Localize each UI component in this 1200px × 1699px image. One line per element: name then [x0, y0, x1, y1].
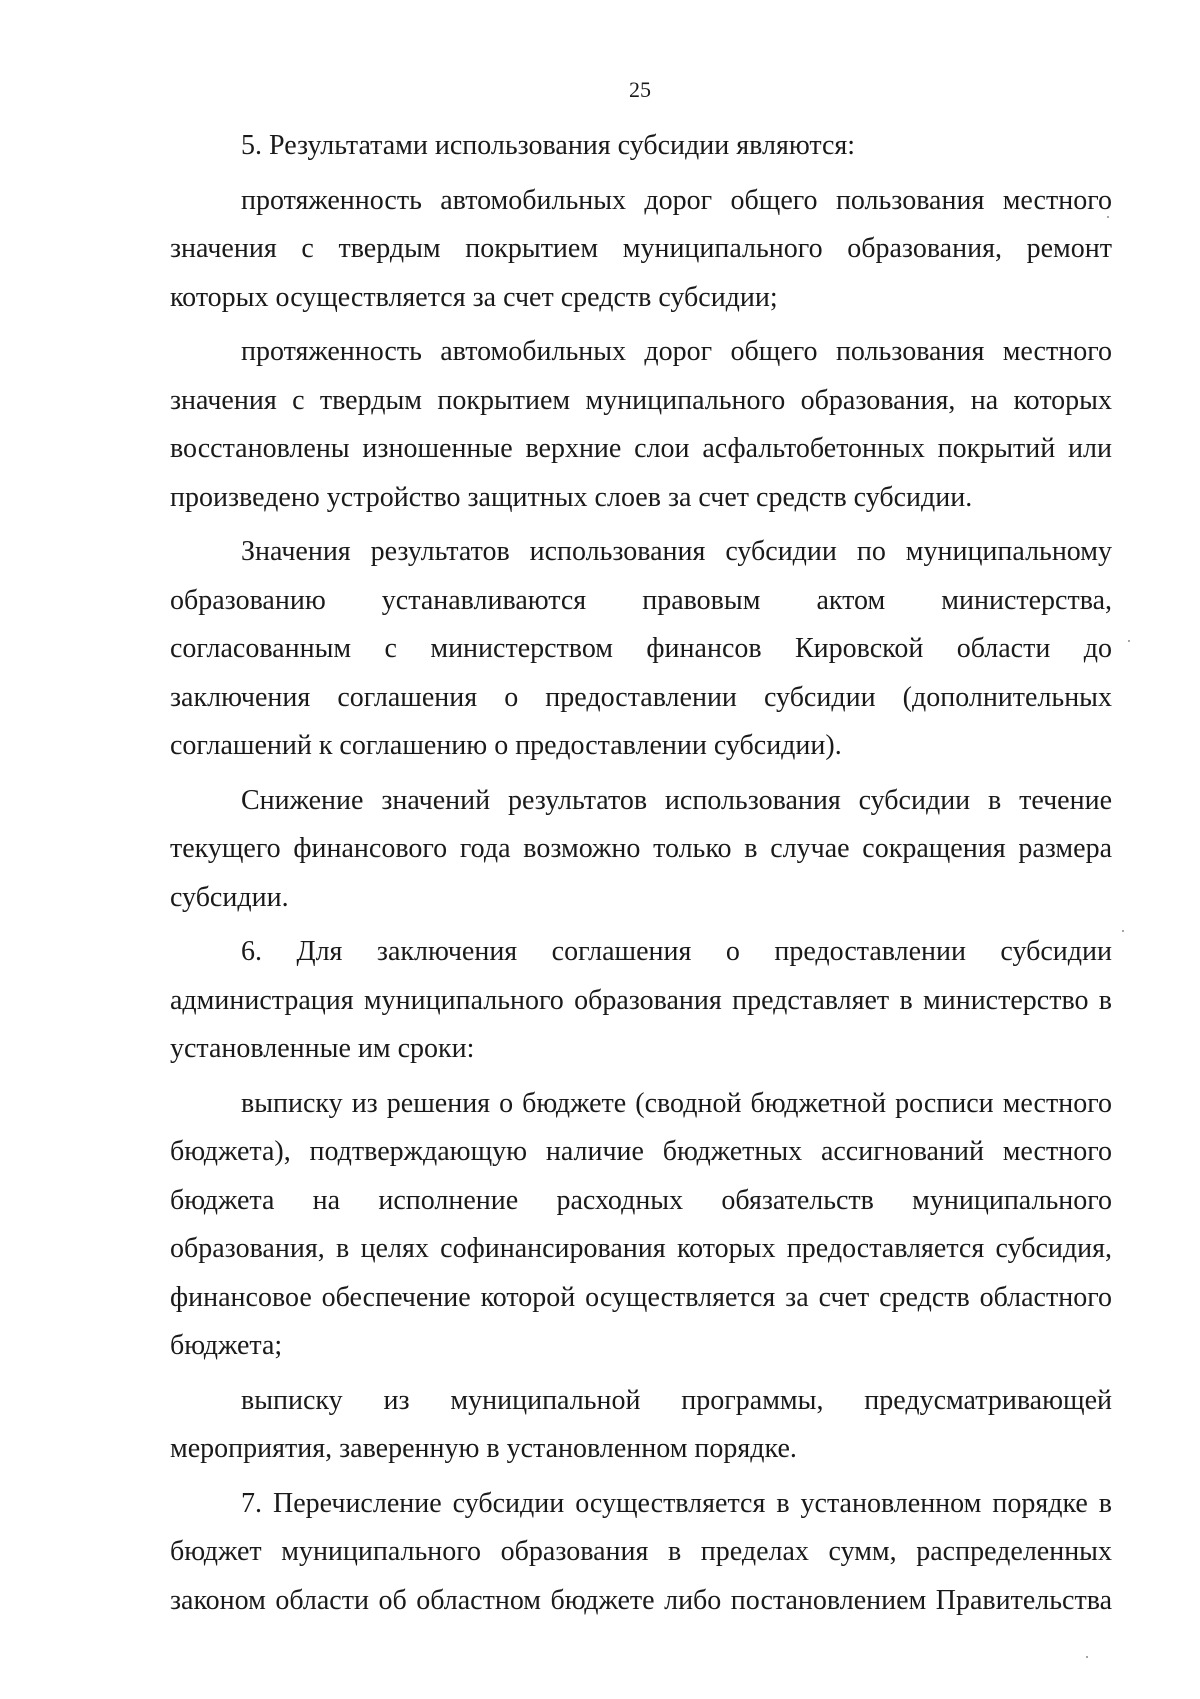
text-line: законом области об областном бюджете либо постановлением Правительства	[170, 1584, 1112, 1616]
text-line: протяженность автомобильных дорог общего пользования местного	[241, 336, 1112, 367]
text-line: мероприятия, заверенную в установленном порядке.	[170, 1433, 797, 1464]
text-line: 6. Для заключения соглашения о предоставлении субсидии	[241, 936, 1112, 967]
text-line: администрация муниципального образования представляет в министерство в	[170, 984, 1112, 1016]
scan-speck	[1107, 216, 1109, 218]
paragraph-result-repair	[170, 177, 1112, 323]
text-line: Значения результатов использования субсидии по муниципальному	[241, 536, 1112, 567]
text-line: заключения соглашения о предоставлении субсидии (дополнительных	[170, 681, 1112, 713]
text-line: выписку из муниципальной программы, предусматривающей	[241, 1384, 1112, 1416]
text-line: установленные им сроки:	[170, 1033, 475, 1064]
text-line: финансовое обеспечение которой осуществляется за счет средств областного	[170, 1281, 1112, 1313]
text-line: бюджета), подтверждающую наличие бюджетных ассигнований местного	[170, 1136, 1112, 1167]
text-line: бюджета;	[170, 1330, 283, 1361]
document-body	[170, 122, 1112, 1625]
text-line: 7. Перечисление субсидии осуществляется в установленном порядке в	[241, 1487, 1112, 1519]
text-line: согласованным с министерством финансов Кировской области до	[170, 633, 1112, 664]
text-line: выписку из решения о бюджете (сводной бюджетной росписи местного	[241, 1087, 1112, 1119]
paragraph-result-restoration	[170, 328, 1112, 522]
text-line: которых осуществляется за счет средств субсидии;	[170, 281, 778, 313]
paragraph-budget-extract	[170, 1080, 1112, 1371]
paragraph-6-agreement	[170, 928, 1112, 1074]
text-line: субсидии.	[170, 881, 289, 913]
paragraph-7-transfer	[170, 1480, 1112, 1626]
text-line: значения с твердым покрытием муниципального образования, ремонт	[170, 233, 1112, 264]
page-number: 25	[629, 77, 651, 102]
paragraph-result-values	[170, 528, 1112, 771]
text-line: 5. Результатами использования субсидии являются:	[241, 130, 856, 161]
text-line: образованию устанавливаются правовым актом министерства,	[170, 584, 1112, 616]
text-line: протяженность автомобильных дорог общего пользования местного	[241, 184, 1112, 216]
scan-speck	[1122, 930, 1124, 932]
text-line: текущего финансового года возможно только в случае сокращения размера	[170, 833, 1112, 864]
text-line: образования, в целях софинансирования которых предоставляется субсидия,	[170, 1233, 1112, 1264]
text-line: бюджет муниципального образования в пределах сумм, распределенных	[170, 1536, 1112, 1567]
paragraph-program-extract	[170, 1377, 1112, 1474]
paragraph-5-heading	[170, 122, 1112, 171]
scan-speck	[1086, 1656, 1088, 1658]
text-line: произведено устройство защитных слоев за счет средств субсидии.	[170, 481, 973, 513]
text-line: соглашений к соглашению о предоставлении субсидии).	[170, 730, 842, 761]
scan-speck	[1128, 640, 1130, 642]
text-line: бюджета на исполнение расходных обязательств муниципального	[170, 1184, 1112, 1216]
text-line: Снижение значений результатов использования субсидии в течение	[241, 784, 1112, 816]
paragraph-reduction	[170, 777, 1112, 923]
text-line: значения с твердым покрытием муниципального образования, на которых	[170, 384, 1112, 416]
text-line: восстановлены изношенные верхние слои асфальтобетонных покрытий или	[170, 433, 1112, 464]
